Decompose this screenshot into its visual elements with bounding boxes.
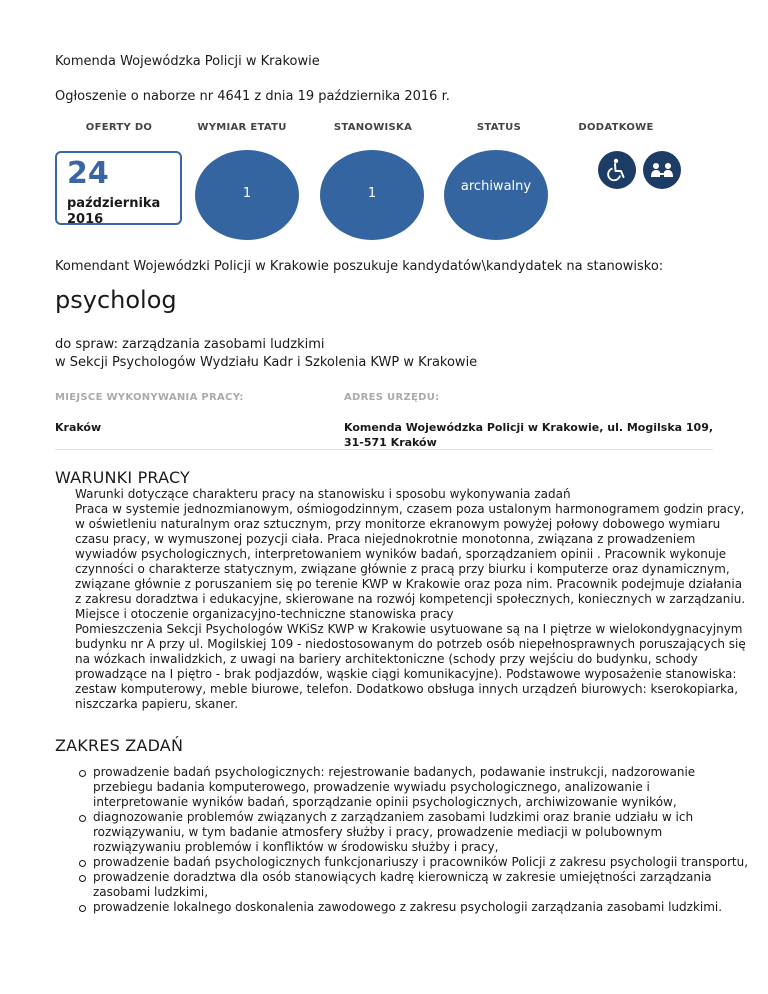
extra-label: DODATKOWE [578,122,654,133]
list-item-line: przebiegu badania komputerowego, prowadzenie wywiadu psychologicznego, analizowanie i [93,780,650,794]
people-meeting-icon [643,151,681,189]
divider [55,449,713,450]
list-item [75,810,735,855]
place-value: Kraków [55,421,102,434]
work-time-label: WYMIAR ETATU [197,122,287,133]
list-item [75,855,749,870]
list-item-line: prowadzenie badań psychologicznych: rejestrowanie badanych, podawanie instrukcji, nadzorowanie [93,765,696,779]
conditions-line: czasu pracy, w wymuszonej pozycji ciała. Praca niejednokrotnie monotonna, związana z prowadzeniem [75,532,696,546]
conditions-line: Pomieszczenia Sekcji Psychologów WKiSz KWP w Krakowie usytuowane są na I piętrze w wielokondygnacyjnym [75,622,743,636]
list-item-line: prowadzenie doradztwa dla osób stanowiących kadrę kierowniczą w zakresie umiejętności zarządzania [93,870,712,884]
conditions-line: Warunki dotyczące charakteru pracy na stanowisku i sposobu wykonywania zadań [75,487,571,501]
date-year: 2016 [67,212,104,227]
list-item-line: zasobami ludzkimi, [93,885,209,899]
conditions-line: czynności o charakterze statycznym, związane głównie z pracą przy biurku i komputerze oraz dynamicznym, [75,562,730,576]
list-item-line: prowadzenie lokalnego doskonalenia zawodowego z zakresu psychologii zarządzania zasobami ludzkimi. [93,900,723,914]
conditions-line: Miejsce i otoczenie organizacyjno-techniczne stanowiska pracy [75,607,454,621]
positions-circle [320,150,424,240]
conditions-line: w oświetleniu naturalnym oraz sztucznym, przy monitorze ekranowym powyżej połowy dobowego wymiaru [75,517,721,531]
conditions-line: zestaw komputerowy, meble biurowe, telefon. Dodatkowo obsługa innych urządzeń biurowych: kserokopiarka, [75,682,739,696]
date-day: 24 [67,156,109,191]
address-line-2: 31-571 Kraków [344,436,437,449]
conditions-line: wywiadów psychologicznych, interpretowaniem wyników badań, sporządzaniem opinii . Pracownik wykonuje [75,547,727,561]
conditions-line: na wózkach inwalidzkich, z uwagi na bariery architektoniczne (schody przy wejściu do budynku, schody [75,652,698,666]
intro-text: Komendant Wojewódzki Policji w Krakowie poszukuje kandydatów\kandydatek na stanowisko: [55,259,664,274]
address-line-1: Komenda Wojewódzka Policji w Krakowie, ul. Mogilska 109, [344,421,714,434]
list-item-line: rozwiązywaniu, w tym badanie atmosfery służby i pracy, prowadzenie mediacji w polubownym [93,825,663,839]
conditions-text [75,487,746,712]
conditions-line: z zakresu doradztwa i edukacyjne, skierowane na rozwój kompetencji społecznych, koniecznych w zarządzaniu. [75,592,746,606]
list-item [75,900,735,915]
conditions-line: związane głównie z poruszaniem się po terenie KWP w Krakowie oraz poza nim. Pracownik podejmuje działania [75,577,743,591]
conditions-line: niszczarka papieru, skaner. [75,697,239,711]
list-item-line: rozwiązywaniu problemów i konfliktów w środowisku służby i pracy, [93,840,499,854]
position-department: do spraw: zarządzania zasobami ludzkimi [55,337,325,352]
tasks-heading: ZAKRES ZADAŃ [55,736,184,755]
offers-until-label: OFERTY DO [85,122,153,133]
list-item-line: interpretowanie wyników badań, sporządzanie opinii psychologicznych, archiwizowanie wyników, [93,795,677,809]
address-label: ADRES URZĘDU: [344,392,440,403]
list-item-line: diagnozowanie problemów związanych z zarządzaniem zasobami ludzkimi oraz branie udziału w ich [93,810,694,824]
list-item [75,870,735,900]
tasks-list [75,765,749,915]
status-circle [444,150,548,240]
status-label: STATUS [476,122,522,133]
position-title: psycholog [55,286,177,314]
conditions-heading: WARUNKI PRACY [55,468,191,487]
list-item-line: prowadzenie badań psychologicznych funkcjonariuszy i pracowników Policji z zakresu psychologii transportu, [93,855,749,869]
work-time-value: 1 [242,186,252,201]
positions-value: 1 [367,186,377,201]
positions-label: STANOWISKA [333,122,413,133]
status-value: archiwalny [460,179,532,194]
place-label: MIEJSCE WYKONYWANIA PRACY: [55,392,244,403]
announcement-title: Ogłoszenie o naborze nr 4641 z dnia 19 października 2016 r. [55,89,450,104]
list-item [75,765,735,810]
wheelchair-icon [598,151,636,189]
offers-until-date [55,151,182,225]
position-unit: w Sekcji Psychologów Wydziału Kadr i Szkolenia KWP w Krakowie [55,355,478,370]
conditions-line: Praca w systemie jednozmianowym, ośmiogodzinnym, czasem poza ustalonym harmonogramem godzin pracy, [75,502,745,516]
work-time-circle [195,150,299,240]
date-month: października [67,196,161,211]
conditions-line: prowadzące na I piętro - brak podjazdów, wąskie ciągi komunikacyjne). Podstawowe wyposażenie stanowiska: [75,667,737,681]
institution-name: Komenda Wojewódzka Policji w Krakowie [55,54,320,69]
conditions-line: budynku nr A przy ul. Mogilskiej 109 - niedostosowanym do potrzeb osób niepełnosprawnych poruszających się [75,637,746,651]
